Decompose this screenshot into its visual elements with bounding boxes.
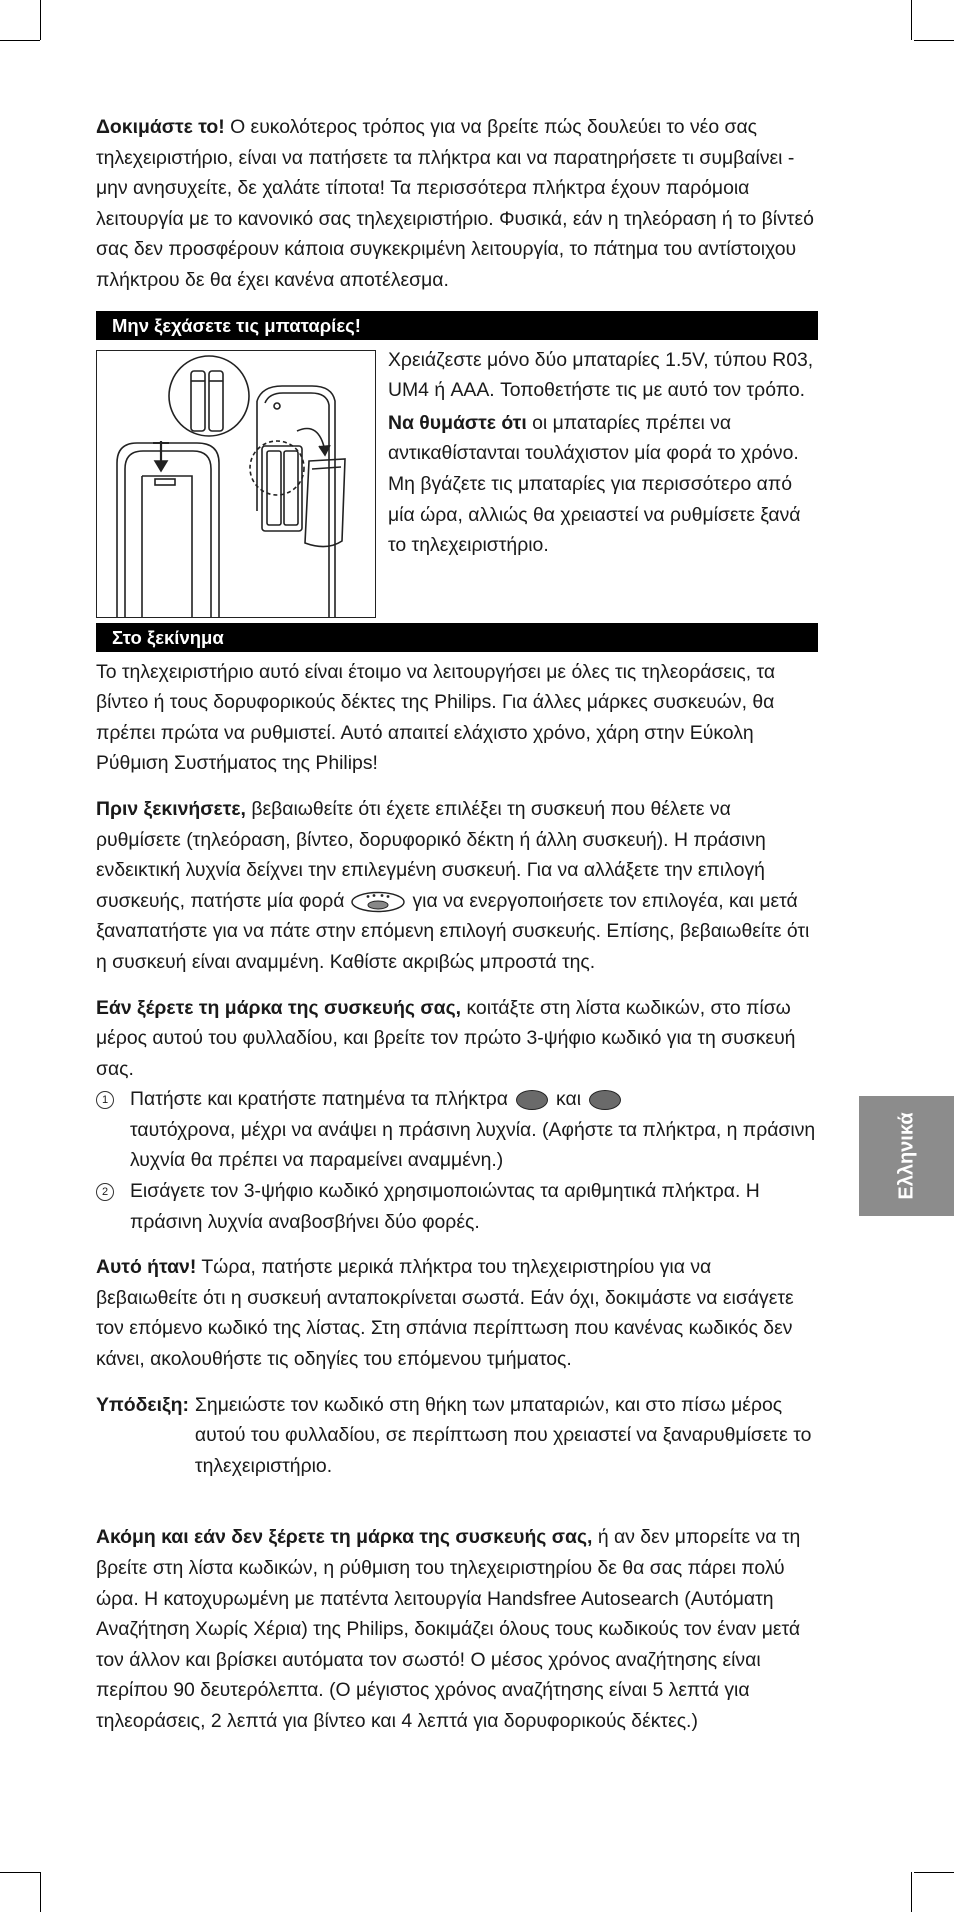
crop-mark <box>914 1872 954 1873</box>
step-1-text-b: ταυτόχρονα, μέχρι να ανάψει η πράσινη λυχνία. (Αφήστε τα πλήκτρα, η πράσινη λυχνία θα πρέπει να παραμείνει αναμμένη.) <box>130 1118 816 1172</box>
battery-illustration <box>96 350 376 618</box>
step-2-text: Εισάγετε τον 3-ψήφιο κωδικό χρησιμοποιώντας τα αριθμητικά πλήκτρα. Η πράσινη λυχνία αναβοσβήνει δύο φορές. <box>130 1180 760 1233</box>
batteries-paragraph-2 <box>388 408 818 561</box>
hint-text: Σημειώστε τον κωδικό στη θήκη των μπαταριών, και στο πίσω μέρος αυτού του φυλλαδίου, σε περίπτωση που χρειαστεί να ξαναρυθμίσετε το τηλεχειριστήριο. <box>194 1393 812 1477</box>
remote-battery-diagram <box>97 351 375 617</box>
step-1-and: και <box>556 1088 582 1111</box>
intro-text: Ο ευκολότερος τρόπος για να βρείτε πώς δουλεύει το νέο σας τηλεχειριστήριο, είναι να πατήσετε τα πλήκτρα και να παρατηρήσετε τι συμβαίνει - μην ανησυχείτε, δε χαλάτε τίποτα! Τα περισσότερα πλήκτρα έχουν παρόμοια λειτουργία με το κανονικό σας τηλεχειριστήριο. Φυσικά, εάν η τηλεόραση ή το βίντεό σας δεν προσφέρουν κάποια συγκεκριμένη λειτουργία, το πάτημα του αντίστοιχου πλήκτρου δε θα έχει κανένα αποτέλεσμα. <box>96 116 814 291</box>
done-text: Τώρα, πατήστε μερικά πλήκτρα του τηλεχειριστηρίου για να βεβαιωθείτε ότι η συσκευή ανταποκρίνεται σωστά. Εάν όχι, δοκιμάστε να εισάγετε τον επόμενο κωδικό της λίστας. Στη σπάνια περίπτωση που κανένας κωδικός δεν κάνει, ακολουθήστε τις οδηγίες του επόμενου τμήματος. <box>96 1256 794 1371</box>
setup-steps <box>96 1084 818 1237</box>
done-bold: Αυτό ήταν! <box>96 1256 197 1279</box>
language-tab <box>859 1096 954 1216</box>
batteries-section <box>96 345 818 618</box>
start-heading: Στο ξεκίνημα <box>96 623 818 652</box>
remote-key-icon <box>516 1090 548 1110</box>
intro-bold: Δοκιμάστε το! <box>96 116 225 138</box>
before-start-text-a: βεβαιωθείτε ότι έχετε επιλέξει τη συσκευή που θέλετε να ρυθμίσετε (τηλεόραση, βίντεο, δορυφορικό δέκτη ή άλλη συσκευή). Η πράσινη ενδεικτική λυχνία δείχνει την επιλεγμένη συσκευή. Για να αλλάξετε την επιλογή συσκευής, πατήστε μία φορά <box>96 797 766 912</box>
unknown-brand-bold: Ακόμη και εάν δεν ξέρετε τη μάρκα της συσκευής σας, <box>96 1526 593 1549</box>
step-1 <box>96 1084 818 1176</box>
crop-mark <box>911 1872 912 1912</box>
batteries-paragraph-1: Χρειάζεστε μόνο δύο μπαταρίες 1.5V, τύπου R03, UM4 ή AAA. Τοποθετήστε τις με αυτό τον τρόπο. <box>388 348 814 402</box>
crop-mark <box>914 40 954 41</box>
start-paragraph-1: Το τηλεχειριστήριο αυτό είναι έτοιμο να λειτουργήσει με όλες τις τηλεοράσεις, τα βίντεο ή τους δορυφορικούς δέκτες της Philips. Για άλλες μάρκες συσκευών, θα πρέπει πρώτα να ρυθμιστεί. Αυτό απαιτεί ελάχιστο χρόνο, χάρη στην Εύκολη Ρύθμιση Συστήματος της Philips! <box>96 660 776 775</box>
hint-label: Υπόδειξη: <box>96 1393 189 1416</box>
batteries-heading: Μην ξεχάσετε τις μπαταρίες! <box>96 311 818 340</box>
crop-mark <box>911 0 912 40</box>
page-content <box>96 112 818 1752</box>
crop-mark <box>40 0 41 40</box>
crop-mark <box>40 1872 41 1912</box>
step-1-text-a: Πατήστε και κρατήστε πατημένα τα πλήκτρα <box>130 1088 509 1111</box>
batteries-text-2: οι μπαταρίες πρέπει να αντικαθίστανται τουλάχιστον μία φορά το χρόνο. Μη βγάζετε τις μπαταρίες για περισσότερο από μία ώρα, αλλιώς θα χρειαστεί να ρυθμίσετε ξανά το τηλεχειριστήριο. <box>388 411 801 557</box>
crop-mark <box>0 40 40 41</box>
hint-block <box>96 1390 818 1482</box>
batteries-text <box>376 345 818 618</box>
start-paragraph-5 <box>96 1522 818 1736</box>
before-start-text-b: για να ενεργοποιήσετε τον επιλογέα, και μετά ξαναπατήστε για να πάτε στην επόμενη επιλογή συσκευής. Επίσης, βεβαιωθείτε ότι η συσκευή είναι αναμμένη. Καθίστε ακριβώς μπροστά της. <box>96 889 810 973</box>
step-2 <box>96 1176 818 1237</box>
remote-key-icon <box>589 1090 621 1110</box>
device-select-button-icon <box>350 891 406 913</box>
before-start-bold: Πριν ξεκινήσετε, <box>96 797 246 820</box>
start-paragraph-2 <box>96 794 818 978</box>
step-1-number: 1 <box>96 1091 114 1109</box>
intro-paragraph <box>96 112 818 296</box>
know-brand-text: κοιτάξτε στη λίστα κωδικών, στο πίσω μέρος αυτού του φυλλαδίου, και βρείτε τον πρώτο 3-ψήφιο κωδικό για τη συσκευή σας. <box>96 996 796 1080</box>
step-2-number: 2 <box>96 1183 114 1201</box>
know-brand-bold: Εάν ξέρετε τη μάρκα της συσκευής σας, <box>96 996 462 1019</box>
start-paragraph-3 <box>96 993 818 1085</box>
batteries-bold: Να θυμάστε ότι <box>388 411 527 434</box>
crop-mark <box>0 1872 40 1873</box>
start-paragraph-4 <box>96 1252 818 1374</box>
unknown-brand-text: ή αν δεν μπορείτε να τη βρείτε στη λίστα κωδικών, η ρύθμιση του τηλεχειριστηρίου δε θα σας πάρει πολύ ώρα. Η κατοχυρωμένη με πατέντα λειτουργία Handsfree Autosearch (Αυτόματη Αναζήτηση Χωρίς Χέρια) της Philips, δοκιμάζει όλους τους κωδικούς τον έναν μετά τον άλλον και βρίσκει αυτόματα τον σωστό! Ο μέσος χρόνος αναζήτησης είναι περίπου 90 δευτερόλεπτα. (Ο μέγιστος χρόνος αναζήτησης είναι 5 λεπτά για τηλεοράσεις, 2 λεπτά για βίντεο και 4 λεπτά για δορυφορικούς δέκτες.) <box>96 1526 801 1732</box>
language-tab-label: Ελληνικά <box>895 1112 917 1200</box>
